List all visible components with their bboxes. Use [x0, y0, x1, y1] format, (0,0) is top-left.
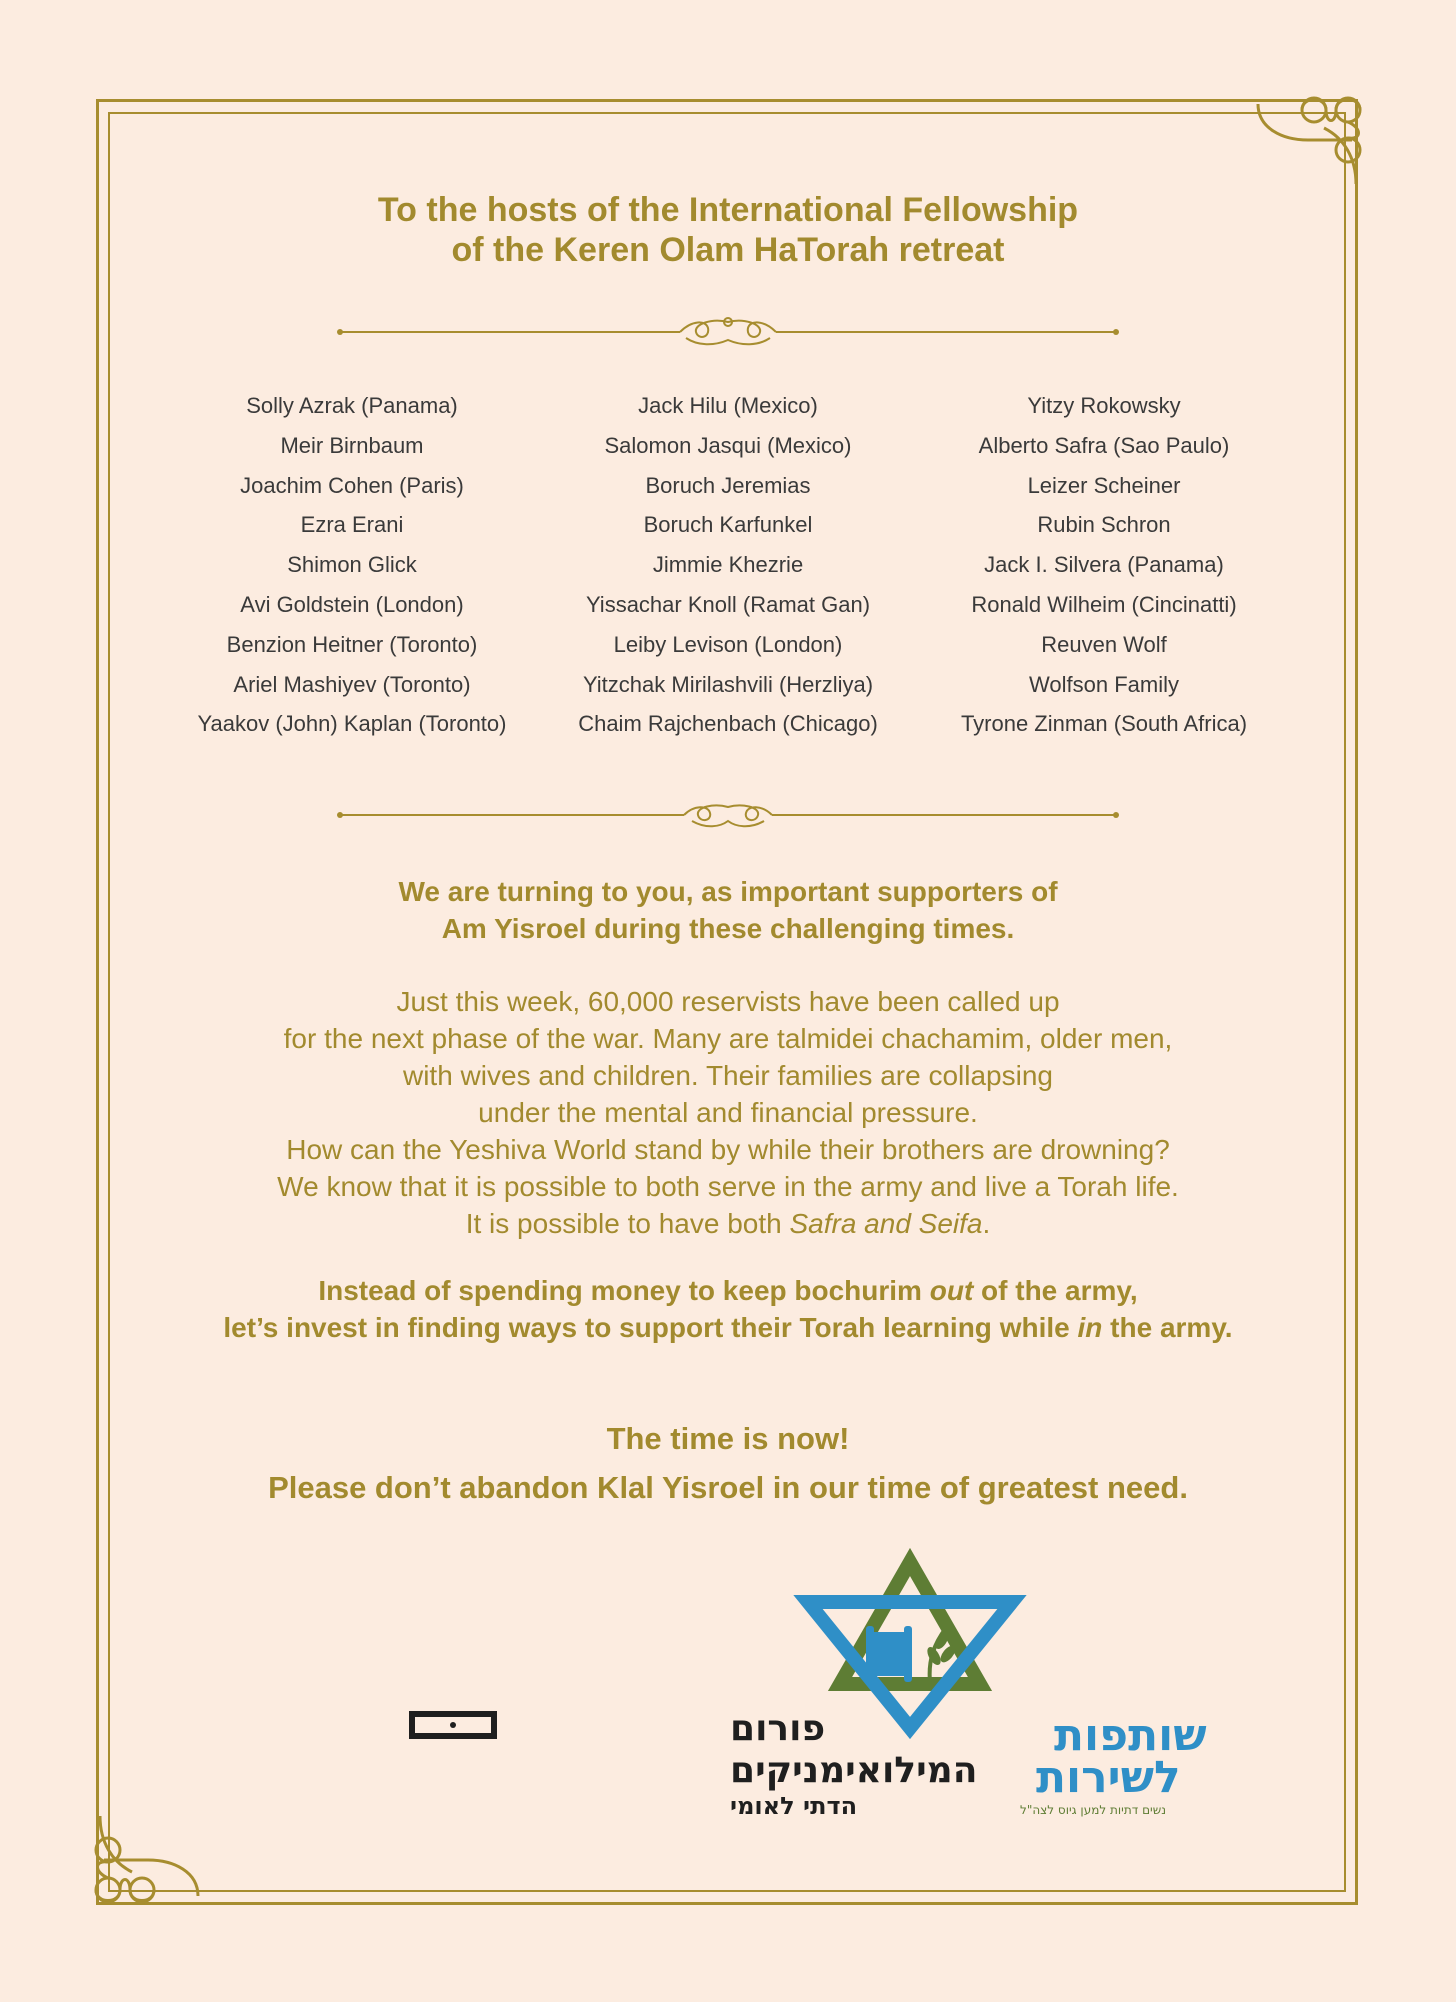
title-line-1: To the hosts of the International Fellowship — [377, 191, 1079, 229]
name-item: Reuven Wolf — [1041, 631, 1167, 657]
name-item: Joachim Cohen (Paris) — [240, 472, 464, 498]
name-item: Leiby Levison (London) — [613, 631, 843, 657]
sherut-logo-tagline: נשים דתיות למען גיוס לצה"ל — [1020, 1803, 1167, 1817]
forum-logo-dot — [450, 1722, 456, 1728]
name-item: Salomon Jasqui (Mexico) — [604, 432, 852, 458]
name-item: Solly Azrak (Panama) — [246, 393, 458, 418]
name-item: Yaakov (John) Kaplan (Toronto) — [197, 711, 507, 737]
name-item: Meir Birnbaum — [280, 432, 424, 458]
name-item: Rubin Schron — [1037, 512, 1171, 538]
instead-line-2-em: in — [1077, 1312, 1103, 1343]
body-line-5: How can the Yeshiva World stand by while their brothers are drowning? — [286, 1134, 1170, 1165]
name-item: Chaim Rajchenbach (Chicago) — [578, 711, 878, 737]
body-line-7-prefix: It is possible to have both — [465, 1208, 790, 1239]
instead-line-2 — [140, 1309, 1316, 1346]
name-item: Jack I. Silvera (Panama) — [984, 552, 1224, 578]
name-item: Ronald Wilheim (Cincinatti) — [971, 591, 1237, 617]
instead-line-2-a: let’s invest in finding ways to support their Torah learning while — [223, 1312, 1078, 1343]
body-line-1: Just this week, 60,000 reservists have been called up — [396, 986, 1060, 1017]
sherut-logo-line-2: לשירות — [1036, 1752, 1181, 1803]
names-column-3 — [914, 386, 1294, 744]
name-item: Shimon Glick — [287, 552, 417, 578]
name-item: Tyrone Zinman (South Africa) — [960, 711, 1248, 737]
body-line-3: with wives and children. Their families are collapsing — [402, 1060, 1053, 1091]
name-item: Benzion Heitner (Toronto) — [226, 631, 478, 657]
names-column-2 — [538, 386, 918, 744]
page-title — [200, 190, 1256, 270]
instead-line-1-em: out — [929, 1275, 974, 1306]
name-item: Ezra Erani — [300, 512, 404, 538]
body-line-7-italic: Safra and Seifa — [789, 1208, 983, 1239]
closing-statement — [140, 1414, 1316, 1512]
body-line-4: under the mental and financial pressure. — [478, 1097, 978, 1128]
name-item: Leizer Scheiner — [1027, 472, 1181, 498]
corner-ornament-top-right — [1252, 88, 1372, 188]
instead-line-2-b: the army. — [1102, 1312, 1233, 1343]
ornamental-divider-middle — [336, 795, 1120, 835]
name-item: Yitzy Rokowsky — [1027, 393, 1181, 418]
instead-line-1 — [140, 1272, 1316, 1309]
name-item: Boruch Jeremias — [645, 472, 811, 498]
forum-logo-line-2: המילואימניקים — [730, 1750, 978, 1791]
names-column-1 — [162, 386, 542, 744]
name-item: Boruch Karfunkel — [643, 512, 813, 538]
body-line-7 — [140, 1205, 1316, 1242]
forum-reservists-logo — [408, 1704, 978, 1824]
closing-line-1: The time is now! — [606, 1421, 850, 1456]
closing-line-2: Please don’t abandon Klal Yisroel in our time of greatest need. — [268, 1470, 1188, 1505]
call-to-action — [140, 1272, 1316, 1346]
torah-scroll-icon — [872, 1632, 906, 1676]
forum-logo-line-1: פורום — [730, 1708, 826, 1749]
intro-line-2: Am Yisroel during these challenging times. — [441, 913, 1015, 944]
body-line-7-suffix: . — [982, 1208, 991, 1239]
name-item: Alberto Safra (Sao Paulo) — [978, 432, 1230, 458]
intro-heading — [140, 873, 1316, 947]
name-item: Avi Goldstein (London) — [240, 591, 464, 617]
body-line-6: We know that it is possible to both serve in the army and live a Torah life. — [277, 1171, 1179, 1202]
name-item: Jimmie Khezrie — [652, 552, 804, 578]
name-item: Wolfson Family — [1029, 671, 1179, 697]
name-item: Yitzchak Mirilashvili (Herzliya) — [582, 671, 874, 697]
name-item: Ariel Mashiyev (Toronto) — [233, 671, 471, 697]
instead-line-1-b: of the army, — [973, 1275, 1138, 1306]
shutafut-lesherut-logo — [800, 1560, 1207, 1820]
forum-logo-line-3: הדתי לאומי — [730, 1792, 858, 1820]
intro-line-1: We are turning to you, as important supporters of — [398, 876, 1058, 907]
name-item: Yissachar Knoll (Ramat Gan) — [585, 591, 871, 617]
body-paragraph — [140, 983, 1316, 1242]
instead-line-1-a: Instead of spending money to keep bochurim — [318, 1275, 930, 1306]
donor-names — [0, 386, 1456, 746]
corner-ornament-bottom-left — [84, 1812, 204, 1912]
sherut-logo-line-1: שותפות — [1054, 1710, 1207, 1761]
ornamental-divider-top — [336, 312, 1120, 352]
title-line-2: of the Keren Olam HaTorah retreat — [451, 231, 1005, 269]
body-line-2: for the next phase of the war. Many are talmidei chachamim, older men, — [283, 1023, 1173, 1054]
name-item: Jack Hilu (Mexico) — [638, 393, 818, 418]
